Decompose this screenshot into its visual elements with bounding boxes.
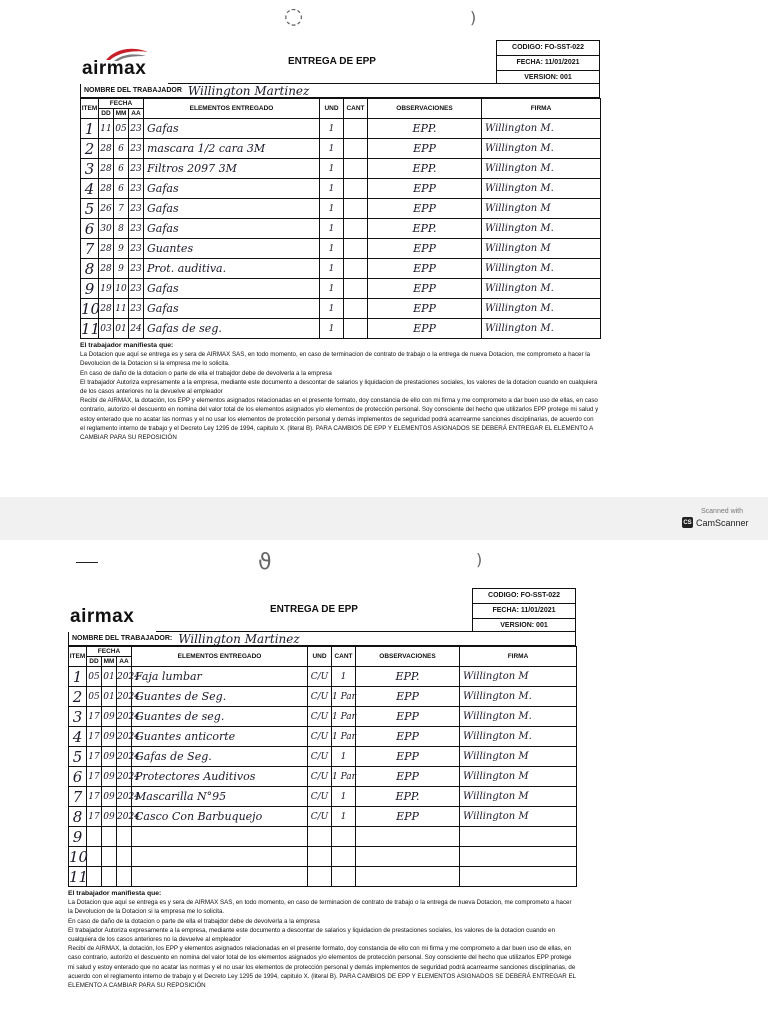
- worker-name-row: [80, 84, 600, 98]
- col-header-fecha: FECHA: [87, 647, 132, 657]
- unit: [308, 827, 332, 847]
- table-row: [69, 667, 577, 687]
- col-header-obs: OBSERVACIONES: [368, 99, 482, 119]
- date-day: 17: [87, 727, 102, 747]
- punch-hole-mark: ): [476, 550, 483, 569]
- worker-label: NOMBRE DEL TRABAJADOR: [84, 87, 182, 94]
- terms-block: [80, 341, 600, 442]
- col-header-dd: DD: [87, 657, 102, 667]
- scan-page-bottom: [0, 540, 768, 1024]
- col-header-aa: AA: [129, 109, 144, 119]
- item-number: 8: [69, 807, 87, 827]
- element-delivered: Gafas: [144, 179, 320, 199]
- unit: 1: [320, 219, 344, 239]
- table-row: [69, 847, 577, 867]
- signature: Willington M.: [482, 179, 601, 199]
- quantity: [344, 299, 368, 319]
- epp-form-sheet-2: [68, 588, 576, 990]
- quantity: [332, 847, 356, 867]
- signature: Willington M: [482, 239, 601, 259]
- col-header-firma: FIRMA: [460, 647, 577, 667]
- unit: 1: [320, 159, 344, 179]
- date-year: 2024: [117, 667, 132, 687]
- quantity: [344, 119, 368, 139]
- date-month: 09: [102, 787, 117, 807]
- observation: EPP: [368, 319, 482, 339]
- terms-paragraph: En caso de daño de la dotacion o parte de ella el trabajdor debe de devolverla a la empresa: [68, 917, 320, 925]
- terms-paragraph: La Dotacion que aquí se entrega es y sera de AIRMAX SAS, en todo momento, en caso de terminacion de contrato de trabajo o la entrega de nueva Dotacion, me comprometo a hacer la Devolucion de la Dotacion si la empresa me lo solicita.: [80, 351, 591, 368]
- col-header-elements: ELEMENTOS ENTREGADO: [144, 99, 320, 119]
- observation: EPP.: [368, 119, 482, 139]
- terms-paragraph: Recibí de AIRMAX, la dotación, los EPP y elementos asignados relacionadas en el presente formato, doy constancia de ello con mi firma y me comprometo a dar buen uso de ellas, en caso contrario, autorizo el descuento en nomina del valor total de los elementos asignados y/o elementos de protección personal. Soy consciente del hecho que utilizarlos EPP protege mi salud y estoy enterado que no acatar las normas y el no usar los elementos de protección personal y demás implementos de seguridad podrá acarrearme sanciones disciplinarias, de acuerdo con el reglamento interno de trabajo y el Decreto Ley 1295 de 1994, capitulo X. (literal B). PARA CAMBIOS DE EPP Y ELEMENTOS ASIGNADOS SE DEBERÁ ENTREGAR EL ELEMENTO A CAMBIAR PARA SU REPOSICIÓN: [80, 397, 599, 442]
- date-year: 23: [129, 199, 144, 219]
- date-year: 23: [129, 299, 144, 319]
- date-month: 11: [114, 299, 129, 319]
- date-day: [87, 867, 102, 887]
- item-number: 2: [81, 139, 99, 159]
- unit: 1: [320, 259, 344, 279]
- signature: Willington M.: [482, 219, 601, 239]
- signature: Willington M: [460, 787, 577, 807]
- form-code-box: [472, 588, 576, 632]
- form-title: ENTREGA DE EPP: [156, 588, 472, 632]
- quantity: [344, 319, 368, 339]
- date-day: 17: [87, 807, 102, 827]
- unit: 1: [320, 239, 344, 259]
- date-month: 6: [114, 139, 129, 159]
- date-month: 6: [114, 159, 129, 179]
- brand-name: airmax: [82, 58, 147, 79]
- item-number: 10: [69, 847, 89, 866]
- date-day: 28: [99, 139, 114, 159]
- observation: EPP: [356, 707, 460, 727]
- signature: Willington M: [460, 747, 577, 767]
- quantity: [332, 867, 356, 887]
- form-date: FECHA: 11/01/2021: [473, 604, 575, 619]
- date-year: 2024: [117, 727, 132, 747]
- observation: EPP.: [356, 667, 460, 687]
- date-month: 09: [102, 767, 117, 787]
- table-row: [69, 767, 577, 787]
- item-number: 11: [81, 319, 101, 338]
- unit: 1: [320, 299, 344, 319]
- punch-hole-mark: ): [470, 8, 477, 27]
- quantity: 1 Par: [332, 707, 356, 727]
- table-row: [81, 279, 601, 299]
- item-number: 6: [81, 219, 99, 239]
- date-year: 23: [129, 279, 144, 299]
- date-year: [117, 847, 132, 867]
- unit: C/U: [308, 747, 332, 767]
- observation: EPP: [368, 299, 482, 319]
- item-number: 8: [81, 259, 99, 279]
- element-delivered: Filtros 2097 3M: [144, 159, 320, 179]
- element-delivered: [132, 827, 308, 847]
- date-day: 03: [99, 319, 114, 339]
- observation: EPP: [368, 199, 482, 219]
- unit: C/U: [308, 787, 332, 807]
- quantity: [344, 279, 368, 299]
- col-header-cant: CANT: [344, 99, 368, 119]
- element-delivered: Guantes: [144, 239, 320, 259]
- element-delivered: Prot. auditiva.: [144, 259, 320, 279]
- date-year: 23: [129, 159, 144, 179]
- unit: 1: [320, 279, 344, 299]
- signature: Willington M.: [482, 139, 601, 159]
- date-year: 23: [129, 119, 144, 139]
- date-year: [117, 827, 132, 847]
- date-month: 09: [102, 807, 117, 827]
- item-number: 7: [81, 239, 99, 259]
- date-day: 11: [99, 119, 114, 139]
- date-year: 23: [129, 259, 144, 279]
- observation: EPP.: [368, 219, 482, 239]
- element-delivered: [132, 847, 308, 867]
- col-header-item: ITEM: [81, 99, 99, 119]
- signature: Willington M.: [482, 119, 601, 139]
- observation: EPP: [368, 139, 482, 159]
- item-number: 3: [69, 707, 87, 727]
- unit: [308, 867, 332, 887]
- worker-name: Willington Martinez: [187, 83, 310, 98]
- signature: [460, 827, 577, 847]
- table-row: [81, 299, 601, 319]
- form-title: ENTREGA DE EPP: [168, 40, 496, 84]
- table-row: [81, 239, 601, 259]
- unit: 1: [320, 119, 344, 139]
- brand-name: airmax: [70, 606, 135, 627]
- date-month: [102, 867, 117, 887]
- table-row: [81, 159, 601, 179]
- quantity: 1: [332, 787, 356, 807]
- worker-label: NOMBRE DEL TRABAJADOR:: [72, 635, 173, 642]
- table-row: [81, 259, 601, 279]
- element-delivered: Faja lumbar: [132, 667, 308, 687]
- item-number: 6: [69, 767, 87, 787]
- form-code-box: [496, 40, 600, 84]
- terms-paragraph: El trabajador Autoriza expresamente a la empresa, mediante este documento a descontar de salarios y liquidacion de prestaciones sociales, los valores de la dotacion cuando en cualquiera de los casos anteriores no la devuelve al empleador: [80, 378, 598, 396]
- element-delivered: Gafas: [144, 219, 320, 239]
- terms-paragraph: La Dotacion que aquí se entrega es y sera de AIRMAX SAS, en todo momento, en caso de terminacion de contrato de trabajo o la entrega de nueva Dotacion, me comprometo a hacer la Devolucion de la Dotacion si la empresa me lo solicita.: [68, 899, 572, 916]
- quantity: [344, 259, 368, 279]
- punch-hole-mark: ◌: [284, 4, 304, 29]
- epp-form-sheet-1: [80, 40, 600, 442]
- date-month: 01: [102, 667, 117, 687]
- date-day: 05: [87, 687, 102, 707]
- signature: Willington M.: [482, 299, 601, 319]
- date-month: 6: [114, 179, 129, 199]
- table-row: [69, 807, 577, 827]
- terms-block: [68, 889, 576, 990]
- element-delivered: Guantes de seg.: [132, 707, 308, 727]
- observation: EPP: [356, 747, 460, 767]
- table-row: [81, 219, 601, 239]
- item-number: 1: [69, 667, 87, 687]
- date-day: 28: [99, 179, 114, 199]
- observation: EPP: [356, 807, 460, 827]
- col-header-obs: OBSERVACIONES: [356, 647, 460, 667]
- item-number: 5: [69, 747, 87, 767]
- scanner-name: CamScanner: [696, 517, 749, 528]
- table-row: [69, 827, 577, 847]
- form-code: CODIGO: FO-SST-022: [473, 589, 575, 604]
- camscanner-watermark: [682, 508, 762, 538]
- quantity: [344, 239, 368, 259]
- unit: [308, 847, 332, 867]
- table-row: [81, 199, 601, 219]
- element-delivered: Gafas: [144, 279, 320, 299]
- table-row: [81, 179, 601, 199]
- table-row: [81, 139, 601, 159]
- date-month: 10: [114, 279, 129, 299]
- terms-label: El trabajador manifiesta que:: [80, 342, 174, 349]
- observation: EPP.: [356, 787, 460, 807]
- col-header-mm: MM: [114, 109, 129, 119]
- signature: Willington M.: [460, 707, 577, 727]
- date-month: 8: [114, 219, 129, 239]
- col-header-mm: MM: [102, 657, 117, 667]
- unit: C/U: [308, 807, 332, 827]
- item-number: 2: [69, 687, 87, 707]
- unit: 1: [320, 199, 344, 219]
- observation: EPP.: [368, 159, 482, 179]
- date-day: 30: [99, 219, 114, 239]
- unit: 1: [320, 179, 344, 199]
- date-month: 7: [114, 199, 129, 219]
- quantity: 1 Par: [332, 767, 356, 787]
- element-delivered: Gafas: [144, 199, 320, 219]
- date-month: 09: [102, 707, 117, 727]
- signature: Willington M: [482, 199, 601, 219]
- signature: Willington M.: [460, 727, 577, 747]
- col-header-firma: FIRMA: [482, 99, 601, 119]
- element-delivered: Guantes de Seg.: [132, 687, 308, 707]
- observation: EPP: [368, 279, 482, 299]
- element-delivered: Guantes anticorte: [132, 727, 308, 747]
- date-day: [87, 847, 102, 867]
- element-delivered: [132, 867, 308, 887]
- element-delivered: Gafas: [144, 299, 320, 319]
- date-year: 2024: [117, 747, 132, 767]
- col-header-cant: CANT: [332, 647, 356, 667]
- date-day: 19: [99, 279, 114, 299]
- airmax-logo: [80, 40, 168, 84]
- signature: Willington M: [460, 767, 577, 787]
- quantity: 1: [332, 667, 356, 687]
- observation: EPP: [368, 179, 482, 199]
- col-header-und: UND: [320, 99, 344, 119]
- col-header-und: UND: [308, 647, 332, 667]
- item-number: 10: [81, 299, 101, 318]
- col-header-item: ITEM: [69, 647, 87, 667]
- signature: [460, 847, 577, 867]
- item-number: 1: [81, 119, 99, 139]
- date-day: 05: [87, 667, 102, 687]
- observation: [356, 827, 460, 847]
- date-month: 09: [102, 747, 117, 767]
- col-header-dd: DD: [99, 109, 114, 119]
- date-year: 2024: [117, 767, 132, 787]
- item-number: 3: [81, 159, 99, 179]
- table-row: [69, 867, 577, 887]
- quantity: 1: [332, 747, 356, 767]
- form-version: VERSION: 001: [524, 74, 572, 81]
- terms-paragraph: Recibí de AIRMAX, la dotación, los EPP y elementos asignados relacionadas en el presente formato, doy constancia de ello con mi firma y me comprometo a dar buen uso de ellas, en caso contrario, autorizo el descuento en nomina del valor total de los elementos asignados y/o elementos de protección personal. Soy consciente del hecho que utilizarlos EPP protege mi salud y estoy enterado que no acatar las normas y el no usar los elementos de protección personal y demás implementos de seguridad podrá acarrearme sanciones disciplinarias, de acuerdo con el reglamento interno de trabajo y el Decreto Ley 1295 de 1994, capitulo X. (literal B). PARA CAMBIOS DE EPP Y ELEMENTOS ASIGNADOS SE DEBERÁ ENTREGAR EL ELEMENTO A CAMBIAR PARA SU REPOSICIÓN: [68, 945, 576, 990]
- date-year: 2024: [117, 807, 132, 827]
- date-day: 17: [87, 787, 102, 807]
- observation: EPP: [368, 259, 482, 279]
- date-day: 17: [87, 767, 102, 787]
- item-number: 7: [69, 787, 87, 807]
- form-header: [68, 588, 576, 632]
- signature: Willington M.: [482, 279, 601, 299]
- worker-name: Willington Martinez: [178, 631, 300, 646]
- element-delivered: mascara 1/2 cara 3M: [144, 139, 320, 159]
- table-row: [69, 787, 577, 807]
- signature: [460, 867, 577, 887]
- observation: [356, 847, 460, 867]
- unit: C/U: [308, 707, 332, 727]
- date-day: [87, 827, 102, 847]
- date-day: 28: [99, 159, 114, 179]
- worker-name-row: [68, 632, 576, 646]
- scanner-caption: Scanned with: [700, 508, 744, 515]
- form-header: [80, 40, 600, 84]
- col-header-fecha: FECHA: [99, 99, 144, 109]
- quantity: [344, 199, 368, 219]
- table-row: [69, 747, 577, 767]
- signature: Willington M.: [482, 319, 601, 339]
- date-year: 23: [129, 139, 144, 159]
- date-year: [117, 867, 132, 887]
- date-year: 23: [129, 239, 144, 259]
- element-delivered: Gafas de Seg.: [132, 747, 308, 767]
- epp-table: [80, 98, 601, 339]
- observation: EPP: [356, 727, 460, 747]
- date-year: 2024: [117, 787, 132, 807]
- unit: C/U: [308, 767, 332, 787]
- element-delivered: Protectores Auditivos: [132, 767, 308, 787]
- epp-table: [68, 646, 577, 887]
- item-number: 11: [69, 867, 89, 886]
- date-year: 23: [129, 219, 144, 239]
- form-code: CODIGO: FO-SST-022: [497, 41, 599, 56]
- form-version: VERSION: 001: [500, 622, 548, 629]
- unit: C/U: [308, 687, 332, 707]
- page-gap: [0, 497, 768, 545]
- item-number: 9: [69, 827, 87, 847]
- item-number: 5: [81, 199, 99, 219]
- element-delivered: Gafas de seg.: [144, 319, 320, 339]
- unit: C/U: [308, 667, 332, 687]
- date-month: 9: [114, 259, 129, 279]
- camscanner-logo-icon: CS: [682, 517, 693, 528]
- col-header-elements: ELEMENTOS ENTREGADO: [132, 647, 308, 667]
- scan-page-top: [0, 0, 768, 500]
- table-row: [81, 119, 601, 139]
- item-number: 9: [81, 279, 99, 299]
- date-day: 28: [99, 259, 114, 279]
- date-day: 26: [99, 199, 114, 219]
- table-row: [69, 687, 577, 707]
- table-row: [81, 319, 601, 339]
- quantity: 1 Par: [332, 687, 356, 707]
- unit: C/U: [308, 727, 332, 747]
- quantity: [332, 827, 356, 847]
- form-date: FECHA: 11/01/2021: [497, 56, 599, 71]
- unit: 1: [320, 319, 344, 339]
- terms-label: El trabajador manifiesta que:: [68, 890, 162, 897]
- unit: 1: [320, 139, 344, 159]
- date-year: 24: [129, 319, 144, 339]
- date-month: 01: [102, 687, 117, 707]
- terms-paragraph: En caso de daño de la dotacion o parte de ella el trabajdor debe de devolverla a la empresa: [80, 369, 332, 377]
- table-row: [69, 707, 577, 727]
- signature: Willington M: [460, 667, 577, 687]
- observation: [356, 867, 460, 887]
- observation: EPP: [356, 687, 460, 707]
- date-day: 28: [99, 299, 114, 319]
- date-year: 2024: [117, 707, 132, 727]
- date-month: [102, 827, 117, 847]
- date-month: 01: [114, 319, 129, 339]
- scan-mark: [76, 562, 98, 563]
- signature: Willington M.: [482, 259, 601, 279]
- date-month: 9: [114, 239, 129, 259]
- observation: EPP: [356, 767, 460, 787]
- date-day: 28: [99, 239, 114, 259]
- quantity: [344, 159, 368, 179]
- quantity: 1 Par: [332, 727, 356, 747]
- quantity: [344, 139, 368, 159]
- quantity: 1: [332, 807, 356, 827]
- date-month: [102, 847, 117, 867]
- quantity: [344, 219, 368, 239]
- item-number: 4: [81, 179, 99, 199]
- table-row: [69, 727, 577, 747]
- element-delivered: Casco Con Barbuquejo: [132, 807, 308, 827]
- signature: Willington M.: [460, 687, 577, 707]
- quantity: [344, 179, 368, 199]
- punch-hole-mark: ϑ: [258, 550, 272, 575]
- date-day: 17: [87, 747, 102, 767]
- date-month: 09: [102, 727, 117, 747]
- col-header-aa: AA: [117, 657, 132, 667]
- airmax-logo: [68, 588, 156, 632]
- element-delivered: Mascarilla N°95: [132, 787, 308, 807]
- item-number: 4: [69, 727, 87, 747]
- date-year: 2024: [117, 687, 132, 707]
- signature: Willington M.: [482, 159, 601, 179]
- date-day: 17: [87, 707, 102, 727]
- date-year: 23: [129, 179, 144, 199]
- observation: EPP: [368, 239, 482, 259]
- element-delivered: Gafas: [144, 119, 320, 139]
- date-month: 05: [114, 119, 129, 139]
- signature: Willington M: [460, 807, 577, 827]
- terms-paragraph: El trabajador Autoriza expresamente a la empresa, mediante este documento a descontar de salarios y liquidacion de prestaciones sociales, los valores de la dotacion cuando en cualquiera de los casos anteriores no la devuelve al empleador: [68, 926, 556, 944]
